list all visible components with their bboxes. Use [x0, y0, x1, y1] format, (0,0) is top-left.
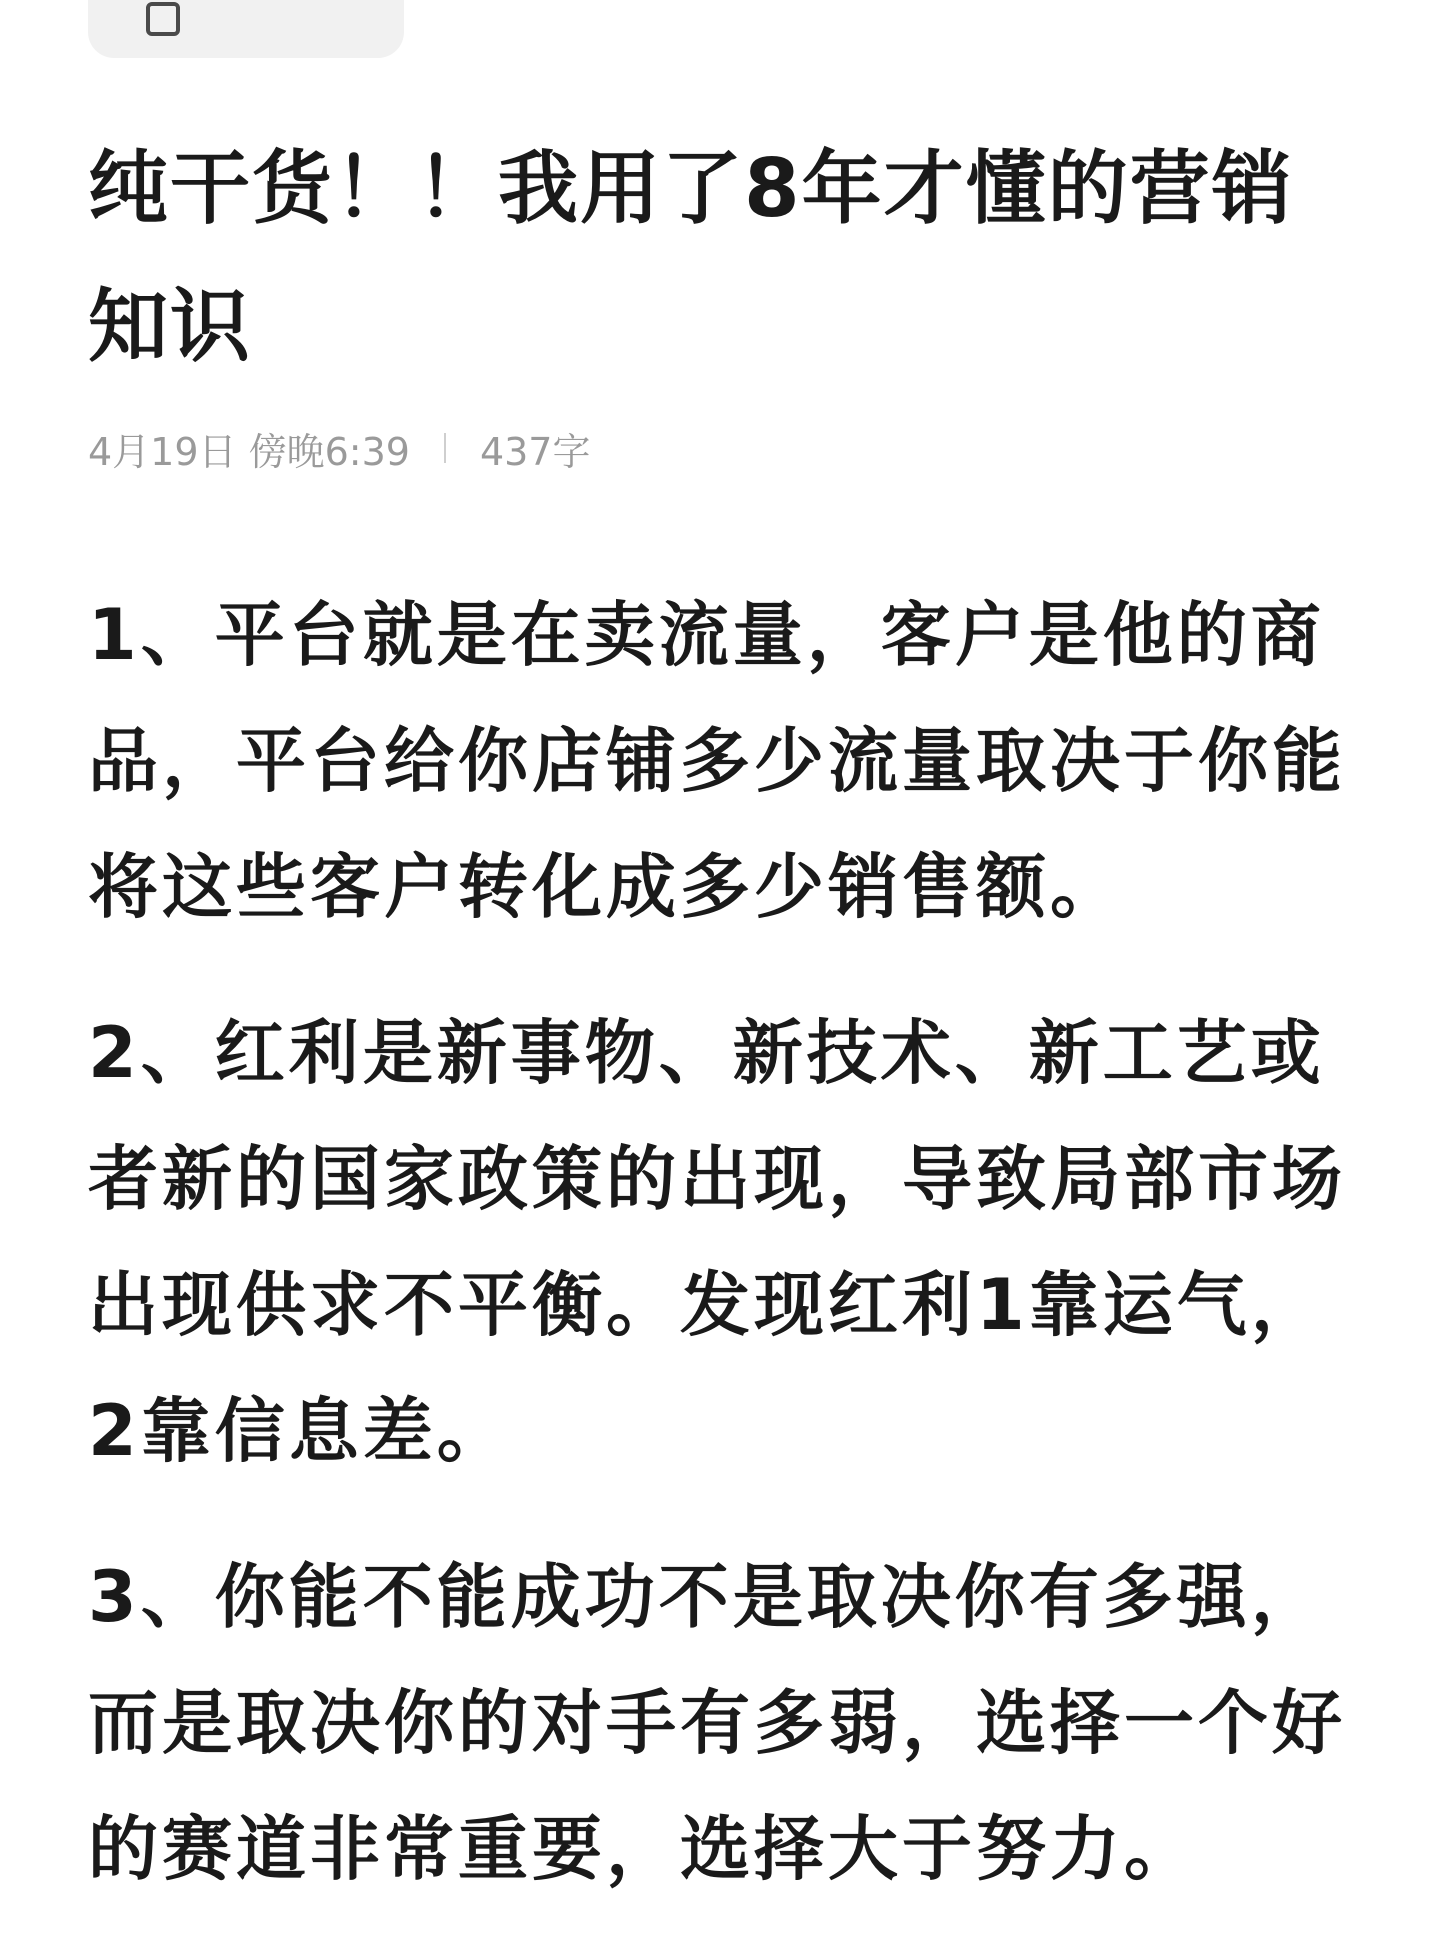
paragraph-3: 3、你能不能成功不是取决你有多强，而是取决你的对手有多弱，选择一个好的赛道非常重要，选择大于努力。 [88, 1556, 1346, 1890]
note-body[interactable] [88, 572, 1368, 1952]
note-title: 纯干货！！我用了8年才懂的营销知识 [88, 142, 1294, 373]
category-chip[interactable] [88, 0, 404, 58]
folder-icon [146, 2, 180, 36]
note-date: 4月19日 傍晚6:39 [88, 429, 410, 474]
paragraph-2: 2、红利是新事物、新技术、新工艺或者新的国家政策的出现，导致局部市场出现供求不平衡。发现红利1靠运气，2靠信息差。 [88, 1012, 1346, 1472]
note-meta [88, 420, 590, 476]
word-count: 437字 [479, 429, 591, 474]
meta-divider [444, 433, 446, 463]
paragraph-1: 1、平台就是在卖流量，客户是他的商品，平台给你店铺多少流量取决于你能将这些客户转化成多少销售额。 [88, 594, 1346, 928]
